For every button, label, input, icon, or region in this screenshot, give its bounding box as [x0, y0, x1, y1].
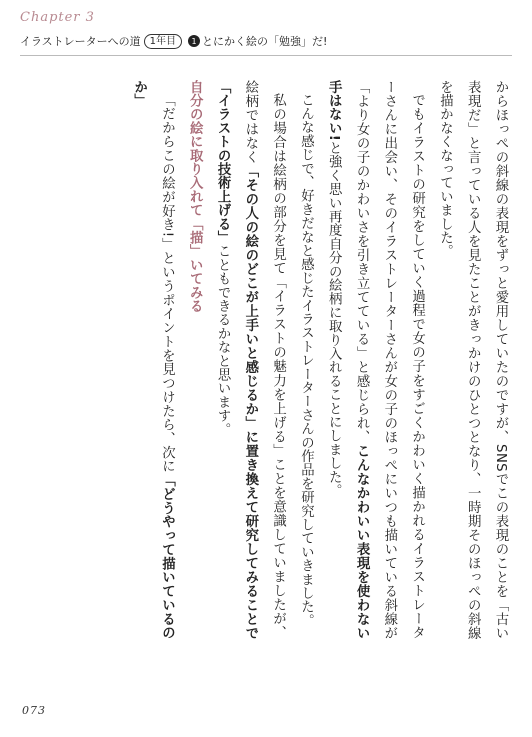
emphasis-text: こんなかわいい表現を使わない手はない!: [326, 80, 370, 640]
header-title: イラストレーターへの道: [20, 35, 141, 48]
body-span: と強く思い再度自分の絵柄に取り入れることにしました。: [326, 141, 342, 498]
header-subtitle: とにかく絵の「勉強」だ!: [202, 35, 328, 48]
header-divider: [20, 55, 512, 56]
paragraph: [125, 80, 181, 640]
body-span: でもイラストの研究をしていく過程で女の子をすごくかわいく描かれるイラストレーターさんに出会い、そのイラストレーターさんが女の子のほっぺにいつも描いている斜線が「より女の子のかわいさを引き立てている」と感じられ、: [354, 80, 425, 640]
body-text: [125, 80, 514, 640]
paragraph: [208, 80, 291, 640]
body-span: こともできるかなと思います。: [215, 244, 231, 437]
emphasis-text: 自分の絵に取り入れて「描」いてみる: [187, 80, 203, 313]
body-span: こんな感じで、好きだなと感じたイラストレーターさんの作品を研究していきました。: [298, 93, 314, 628]
paragraph: [319, 80, 430, 640]
section-heading: [180, 80, 208, 640]
body-span: 「だからこの絵が好き!」というポイントを見つけたら、次に: [159, 93, 175, 474]
paragraph: [431, 80, 514, 640]
year-badge: 1年目: [144, 34, 182, 49]
emphasis-text: 「その人の絵のどこが上手いと感じるか」に置き換えて研究してみることで「イラストの技術上げる」: [215, 80, 258, 640]
paragraph: [292, 80, 320, 640]
body-span: からほっぺの斜線の表現をずっと愛用していたのですが、SNSでこの表現のことを「古い表現だ」と言っている人を見たことがきっかけのひとつとなり、一時期そのほっぺの斜線を描かなくなっていました。: [437, 80, 508, 640]
chapter-label: Chapter 3: [20, 10, 95, 25]
circle-number-icon: 1: [188, 35, 200, 47]
page-number: 073: [22, 704, 46, 717]
body-span: 私の場合は絵柄の部分を見て「イラストの魅力を上げる」ことを意識していましたが、絵柄ではなく: [242, 80, 286, 640]
running-header: [20, 32, 327, 50]
emphasis-text: 「どうやって描いているのか」: [131, 80, 175, 640]
